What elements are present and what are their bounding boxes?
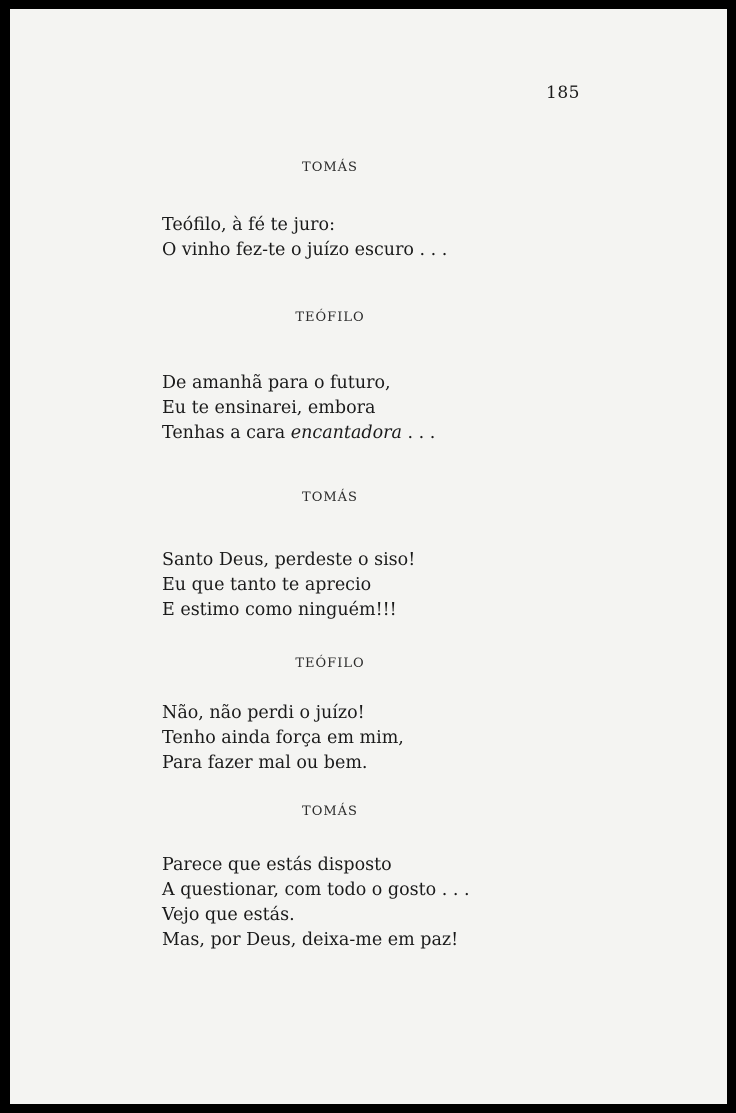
verse-line: Eu te ensinarei, embora bbox=[162, 398, 376, 418]
verse-line: Teófilo, à fé te juro: bbox=[162, 215, 335, 235]
verse-line: E estimo como ninguém!!! bbox=[162, 600, 397, 620]
speaker-name: TOMÁS bbox=[302, 804, 358, 819]
speaker-name: TEÓFILO bbox=[295, 656, 365, 671]
verse-stanza bbox=[162, 371, 435, 446]
speaker-name: TOMÁS bbox=[302, 490, 358, 505]
book-page bbox=[10, 9, 727, 1104]
verse-stanza bbox=[162, 548, 415, 623]
verse-line: A questionar, com todo o gosto . . . bbox=[162, 880, 470, 900]
verse-line: Parece que estás disposto bbox=[162, 855, 392, 875]
verse-stanza bbox=[162, 213, 447, 263]
verse-line: Mas, por Deus, deixa-me em paz! bbox=[162, 930, 459, 950]
verse-line: De amanhã para o futuro, bbox=[162, 373, 391, 393]
speaker-name: TOMÁS bbox=[302, 160, 358, 175]
page-number: 185 bbox=[546, 83, 580, 103]
ellipsis: . . . bbox=[401, 423, 436, 443]
speaker-name: TEÓFILO bbox=[295, 310, 365, 325]
verse-line: Tenho ainda força em mim, bbox=[162, 728, 404, 748]
verse-line: Não, não perdi o juízo! bbox=[162, 703, 365, 723]
verse-text: Tenhas a cara bbox=[162, 423, 291, 443]
verse-line: Vejo que estás. bbox=[162, 905, 295, 925]
italic-word: encantadora bbox=[290, 423, 402, 443]
verse-line: O vinho fez-te o juízo escuro . . . bbox=[162, 240, 448, 260]
verse-line: Eu que tanto te aprecio bbox=[162, 575, 372, 595]
verse-line: Santo Deus, perdeste o siso! bbox=[162, 550, 416, 570]
verse-line: Para fazer mal ou bem. bbox=[162, 753, 368, 773]
verse-line bbox=[162, 421, 435, 446]
verse-stanza bbox=[162, 701, 404, 776]
verse-stanza bbox=[162, 853, 470, 953]
